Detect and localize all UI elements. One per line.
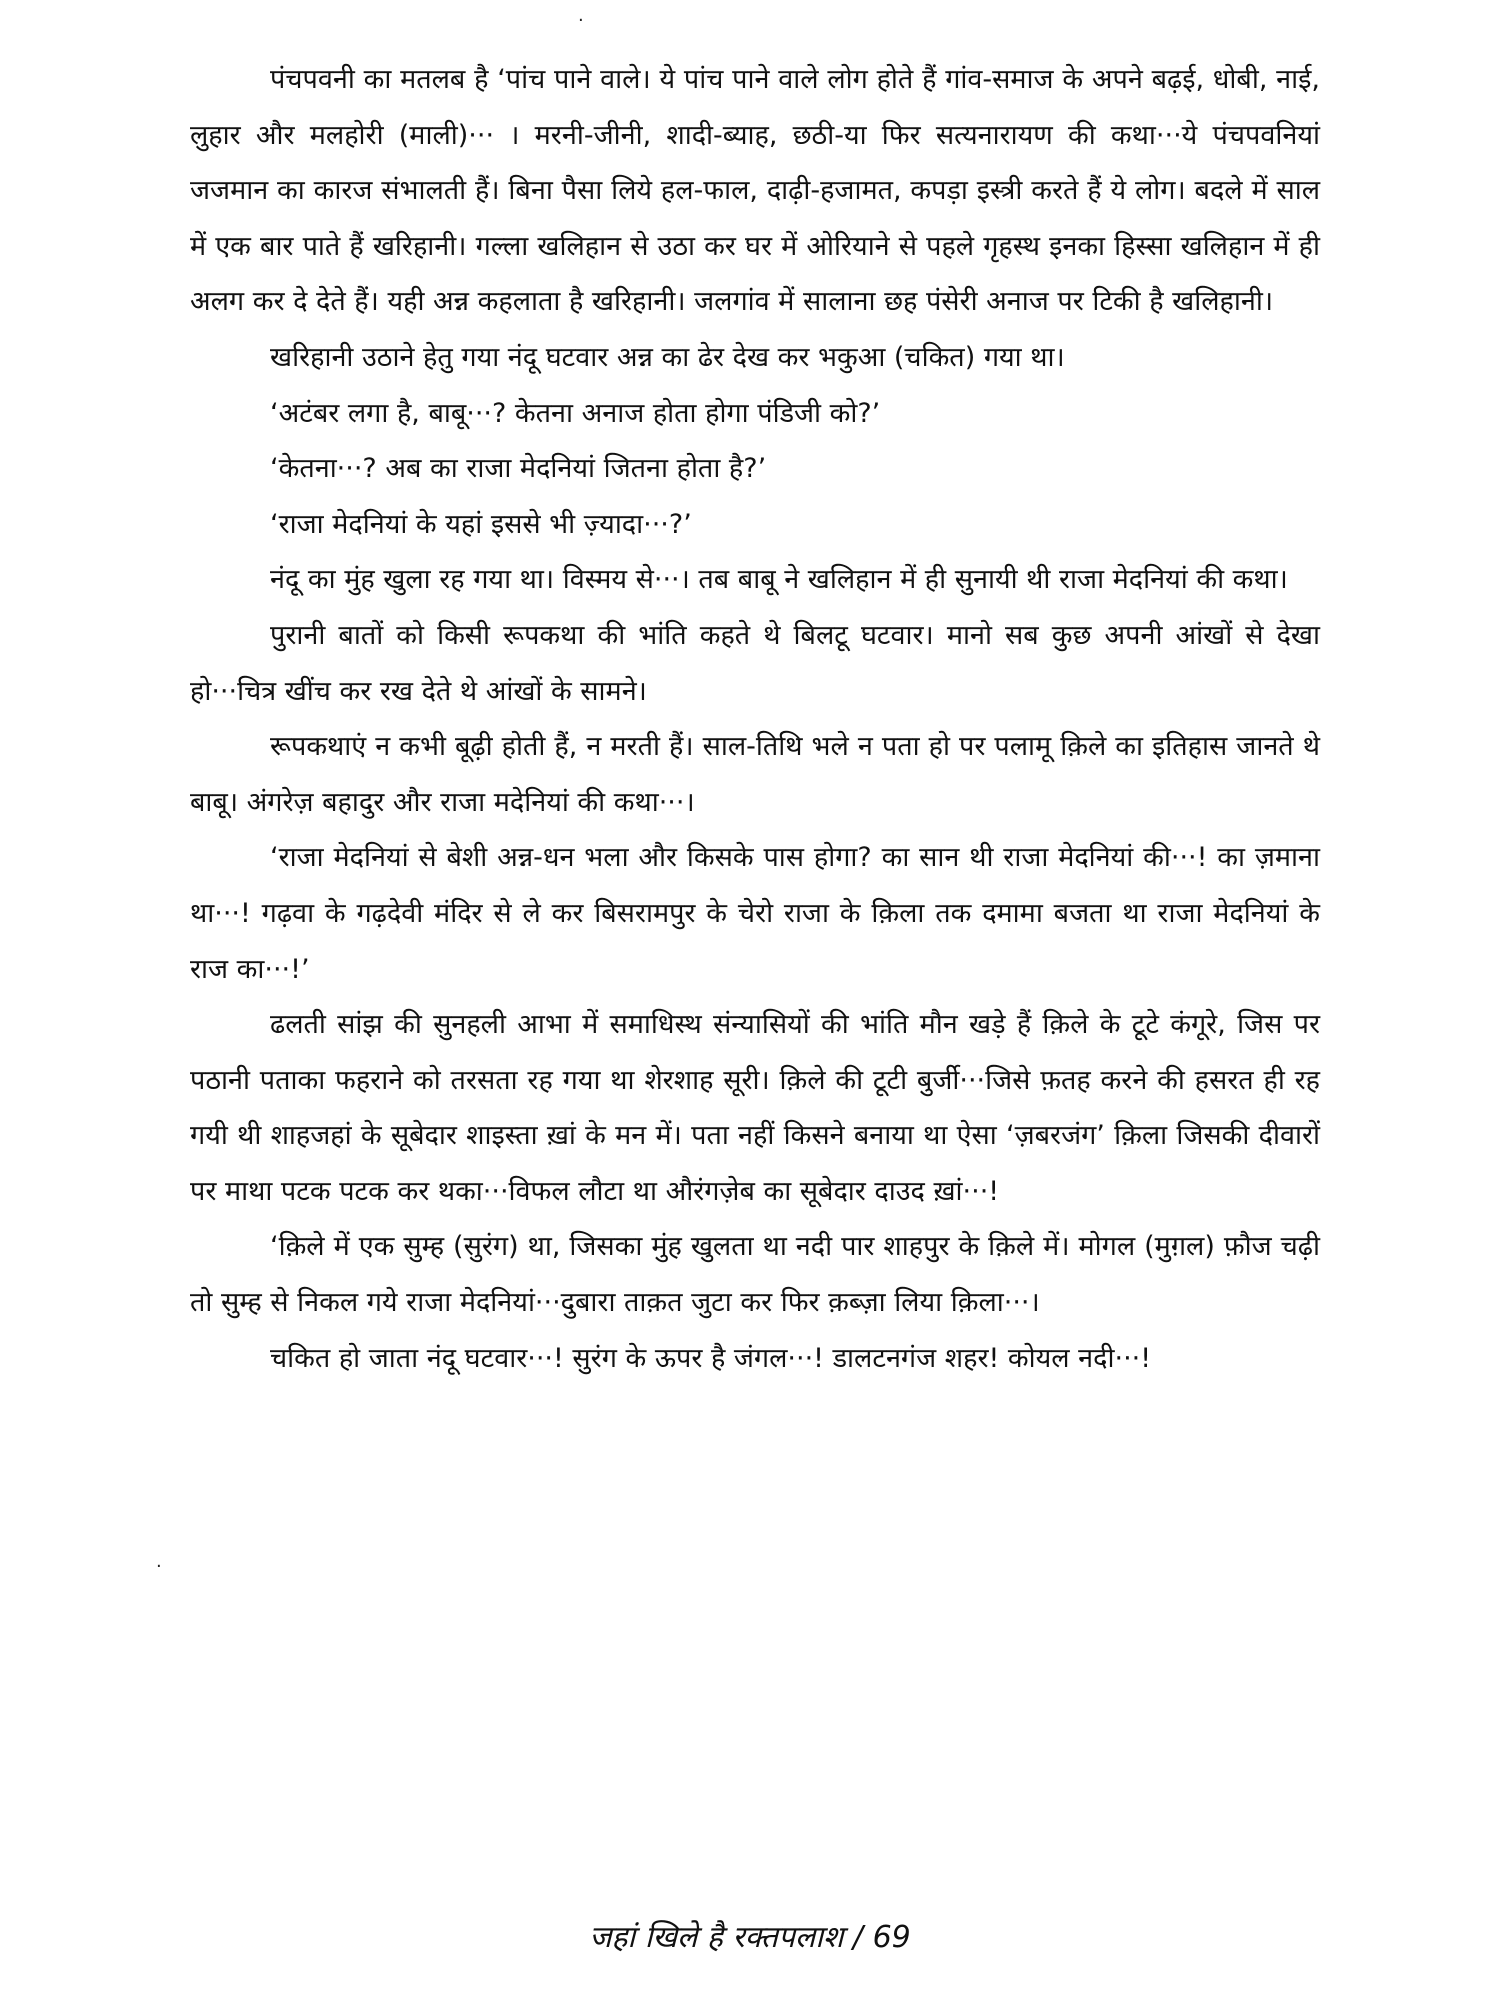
- paragraph: रूपकथाएं न कभी बूढ़ी होती हैं, न मरती हैं। साल-तिथि भले न पता हो पर पलामू क़िले का इतिहास जानते थे बाबू। अंगरेज़ बहादुर और राजा मदेनियां की कथा···।: [190, 731, 1320, 818]
- body-text: [190, 52, 1320, 1386]
- dialogue-line: ‘राजा मेदनियां के यहां इससे भी ज़्यादा···?’: [270, 508, 692, 540]
- page-number: 69: [872, 1920, 911, 1955]
- dialogue-paragraph: ‘राजा मेदनियां से बेशी अन्न-धन भला और किसके पास होगा? का सान थी राजा मेदनियां की···! का ज़माना था···! गढ़वा के गढ़देवी मंदिर से ले कर बिसरामपुर के चेरो राजा के क़िला तक दमामा बजता था राजा मेदनियां के राज का···!’: [190, 842, 1320, 985]
- paragraph: चकित हो जाता नंदू घटवार···! सुरंग के ऊपर है जंगल···! डालटनगंज शहर! कोयल नदी···!: [270, 1342, 1152, 1374]
- paragraph: ढलती सांझ की सुनहली आभा में समाधिस्थ संन्यासियों की भांति मौन खड़े हैं क़िले के टूटे कंगूरे, जिस पर पठानी पताका फहराने को तरसता रह गया था शेरशाह सूरी। क़िले की टूटी बुर्जी···जिसे फ़तह करने की हसरत ही रह गयी थी शाहजहां के सूबेदार शाइस्ता ख़ां के मन में। पता नहीं किसने बनाया था ऐसा ‘ज़बरजंग’ क़िला जिसकी दीवारों पर माथा पटक पटक कर थका···विफल लौटा था औरंगज़ेब का सूबेदार दाउद ख़ां···!: [190, 1009, 1320, 1207]
- footer-separator: /: [852, 1920, 864, 1955]
- paragraph: पंचपवनी का मतलब है ‘पांच पाने वाले। ये पांच पाने वाले लोग होते हैं गांव-समाज के अपने बढ़ई, धोबी, नाई, लुहार और मलहोरी (माली)··· । मरनी-जीनी, शादी-ब्याह, छठी-या फिर सत्यनारायण की कथा···ये पंचपवनियां जजमान का कारज संभालती हैं। बिना पैसा लिये हल-फाल, दाढ़ी-हजामत, कपड़ा इस्त्री करते हैं ये लोग। बदले में साल में एक बार पाते हैं खरिहानी। गल्ला खलिहान से उठा कर घर में ओरियाने से पहले गृहस्थ इनका हिस्सा खलिहान में ही अलग कर दे देते हैं। यही अन्न कहलाता है खरिहानी। जलगांव में सालाना छह पंसेरी अनाज पर टिकी है खलिहानी।: [190, 64, 1320, 318]
- page-footer: [0, 1915, 1500, 1956]
- paragraph: नंदू का मुंह खुला रह गया था। विस्मय से···। तब बाबू ने खलिहान में ही सुनायी थी राजा मेदनियां की कथा।: [270, 564, 1288, 596]
- dialogue-line: ‘केतना···? अब का राजा मेदनियां जितना होता है?’: [270, 453, 767, 485]
- paragraph: खरिहानी उठाने हेतु गया नंदू घटवार अन्न का ढेर देख कर भकुआ (चकित) गया था।: [270, 341, 1065, 373]
- scan-speck: ·: [156, 1556, 162, 1577]
- dialogue-paragraph: ‘क़िले में एक सुम्ह (सुरंग) था, जिसका मुंह खुलता था नदी पार शाहपुर के क़िले में। मोगल (मुग़ल) फ़ौज चढ़ी तो सुम्ह से निकल गये राजा मेदनियां···दुबारा ताक़त जुटा कर फिर क़ब्ज़ा लिया क़िला···।: [190, 1231, 1320, 1319]
- dialogue-line: ‘अटंबर लगा है, बाबू···? केतना अनाज होता होगा पंडिजी को?’: [270, 397, 881, 429]
- paragraph: पुरानी बातों को किसी रूपकथा की भांति कहते थे बिलटू घटवार। मानो सब कुछ अपनी आंखों से देखा हो···चित्र खींच कर रख देते थे आंखों के सामने।: [190, 619, 1320, 707]
- scan-speck: ·: [578, 10, 584, 31]
- book-title: जहां खिले है रक्तपलाश: [589, 1920, 844, 1955]
